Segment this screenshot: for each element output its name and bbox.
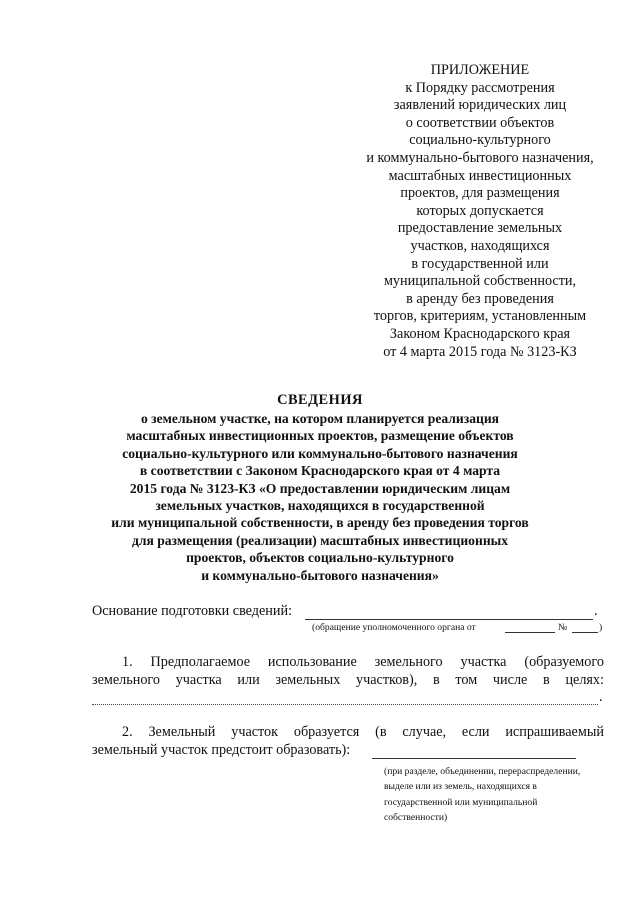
document-heading — [80, 392, 560, 584]
item2-word: участок — [231, 724, 279, 740]
heading-line: в соответствии с Законом Краснодарского края от 4 марта — [139, 463, 501, 479]
item2-word: если — [461, 724, 490, 740]
basis-hint-prefix: (обращение уполномоченного органа от — [312, 622, 476, 633]
item2-hint-line: государственной или муниципальной — [384, 796, 538, 808]
appendix-line: муниципальной собственности, — [383, 273, 577, 290]
appendix-line: к Порядку рассмотрения — [405, 79, 555, 96]
appendix-line: в государственной или — [411, 255, 549, 272]
item1-word: числе — [492, 672, 528, 688]
item2-word: Земельный — [148, 724, 216, 740]
item1-word: земельного — [374, 654, 443, 670]
item1-word: целях: — [565, 672, 604, 688]
heading-line: для размещения (реализации) масштабных инвестиционных — [131, 532, 509, 548]
item1-line1 — [122, 654, 604, 671]
item1-word: земельного — [92, 672, 160, 688]
heading-line: проектов, объектов социально-культурного — [186, 550, 454, 566]
item1-word: участков), — [356, 672, 418, 688]
item2-word: испрашиваемый — [505, 724, 604, 740]
appendix-line: социально-культурного — [409, 132, 551, 149]
basis-hint-no: № — [558, 622, 568, 633]
appendix-line: торгов, критериям, установленным — [373, 308, 587, 325]
heading-line: или муниципальной собственности, в аренду без проведения торгов — [111, 515, 529, 531]
heading-line: земельных участков, находящихся в государственной — [155, 498, 485, 514]
item2-line1 — [122, 724, 604, 741]
basis-label: Основание подготовки сведений: — [92, 603, 293, 619]
appendix-line: заявлений юридических лиц — [393, 97, 567, 114]
item1-word: в — [543, 672, 550, 688]
item1-word: земельных — [275, 672, 341, 688]
appendix-line: проектов, для размещения — [400, 185, 560, 202]
basis-number-field[interactable] — [572, 632, 598, 633]
appendix-line: масштабных инвестиционных — [388, 167, 572, 184]
item2-hint-line: выделе или из земель, находящихся в — [384, 781, 537, 793]
heading-title: СВЕДЕНИЯ — [277, 392, 363, 408]
heading-line: и коммунально-бытового назначения» — [201, 567, 439, 583]
item2-field-line[interactable] — [372, 758, 576, 759]
basis-date-field[interactable] — [505, 632, 555, 633]
item2-word: (в — [375, 724, 387, 740]
appendix-line: которых допускается — [416, 202, 544, 219]
appendix-line: предоставление земельных — [397, 220, 563, 237]
appendix-line: Законом Краснодарского края — [389, 325, 571, 342]
heading-line: о земельном участке, на котором планируется реализация — [140, 411, 500, 426]
item1-end-dot: . — [599, 689, 603, 705]
appendix-line: и коммунально-бытового назначения, — [366, 149, 594, 166]
item2-line2: земельный участок предстоит образовать): — [92, 742, 351, 758]
item2-word: случае, — [402, 724, 447, 740]
item1-word: или — [237, 672, 260, 688]
item1-field-line[interactable] — [92, 704, 598, 705]
heading-line: социально-культурного или коммунально-бытового назначения — [122, 445, 518, 461]
appendix-line: участков, находящихся — [410, 237, 550, 254]
item1-word: в — [432, 672, 440, 688]
basis-field-line[interactable] — [305, 619, 593, 620]
item1-word: (образуемого — [524, 654, 604, 670]
item1-word: 1. — [122, 654, 133, 670]
appendix-title: ПРИЛОЖЕНИЕ — [430, 62, 530, 78]
basis-end-dot: . — [594, 603, 598, 619]
heading-line: масштабных инвестиционных проектов, размещение объектов — [126, 428, 514, 444]
item2-hint-block — [384, 764, 580, 826]
appendix-block — [348, 62, 612, 361]
item2-hint-line: (при разделе, объединении, перераспределении, — [384, 766, 581, 777]
heading-line: 2015 года № 3123-КЗ «О предоставлении юридическим лицам — [129, 480, 511, 496]
item2-word: образуется — [293, 724, 360, 740]
item2-word: 2. — [122, 724, 133, 740]
item1-line2 — [92, 672, 604, 689]
item2-hint-line: собственности) — [384, 812, 448, 824]
basis-hint-end: ) — [599, 622, 603, 633]
item1-word: участка — [460, 654, 507, 670]
appendix-line: от 4 марта 2015 года № 3123-КЗ — [383, 343, 577, 360]
item1-word: том — [455, 672, 478, 688]
item1-word: использование — [267, 654, 357, 670]
appendix-line: в аренду без проведения — [406, 290, 554, 307]
appendix-line: о соответствии объектов — [405, 114, 555, 131]
item1-word: Предполагаемое — [150, 654, 251, 670]
item1-word: участка — [175, 672, 222, 688]
